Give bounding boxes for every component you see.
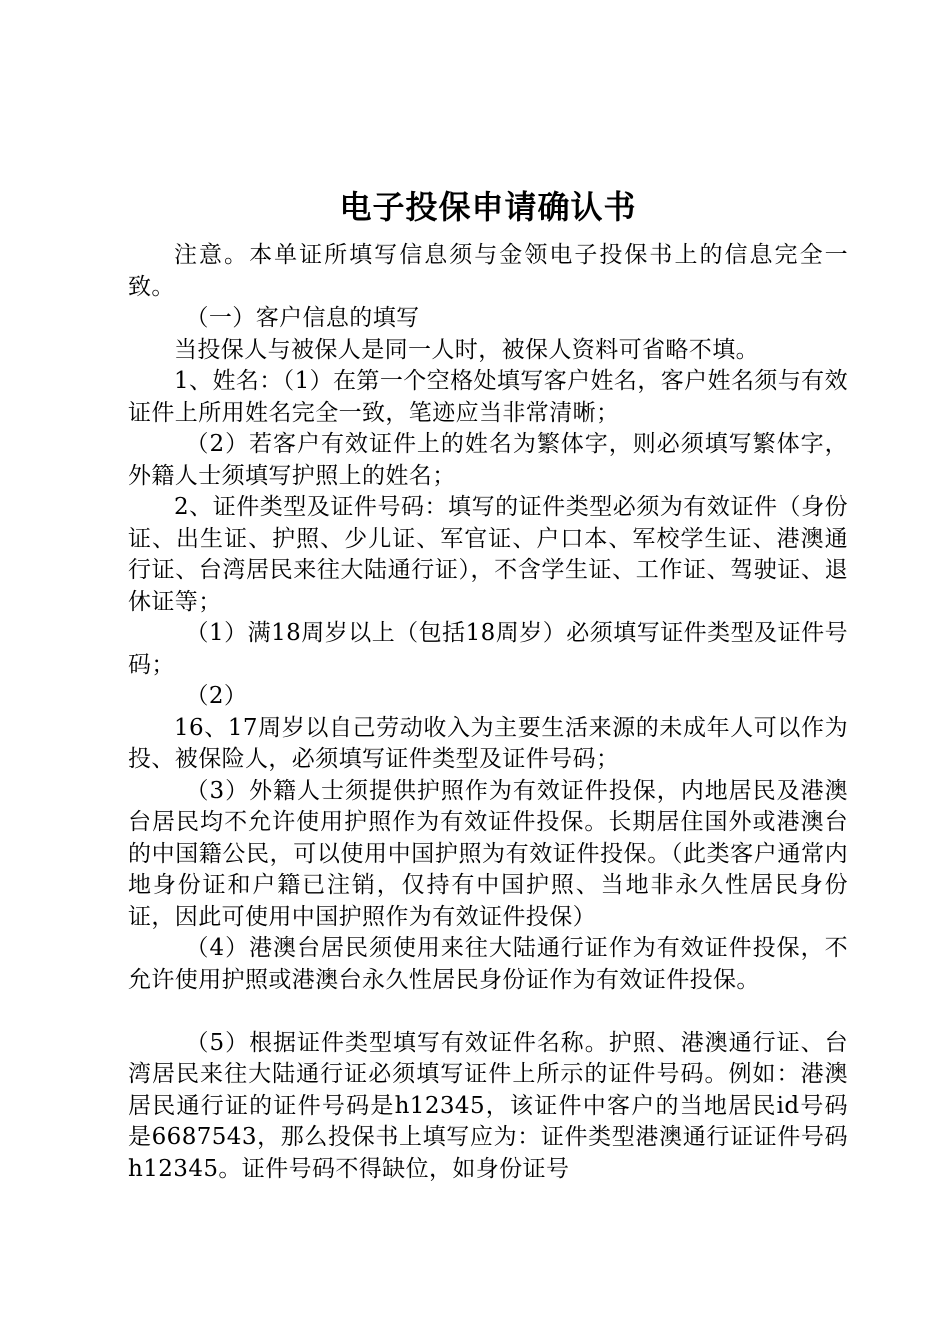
document-body [128,240,848,1185]
paragraph: （2）若客户有效证件上的姓名为繁体字，则必须填写繁体字，外籍人士须填写护照上的姓名； [128,431,848,489]
paragraph-name-rule: 1、姓名：（1）在第一个空格处填写客户姓名，客户姓名须与有效证件上所用姓名完全一致，笔迹应当非常清晰； [128,368,848,426]
document-title: 电子投保申请确认书 [339,188,637,226]
paragraph-id-type-rule: 2、证件类型及证件号码：填写的证件类型必须为有效证件（身份证、出生证、护照、少儿证、军官证、户口本、军校学生证、港澳通行证、台湾居民来往大陆通行证），不含学生证、工作证、驾驶证、退休证等； [128,494,848,615]
paragraph: 当投保人与被保人是同一人时，被保人资料可省略不填。 [174,336,759,363]
paragraph: （1）满18周岁以上（包括18周岁）必须填写证件类型及证件号码； [128,620,848,678]
blank-line [128,996,848,1028]
notice-paragraph: 注意。本单证所填写信息须与金领电子投保书上的信息完全一致。 [128,242,848,300]
document-page [128,183,848,1185]
paragraph: （3）外籍人士须提供护照作为有效证件投保，内地居民及港澳台居民均不允许使用护照作为有效证件投保。长期居住国外或港澳台的中国籍公民，可以使用中国护照为有效证件投保。（此类客户通常内地身份证和户籍已注销，仅持有中国护照、当地非永久性居民身份证，因此可使用中国护照作为有效证件投保） [128,777,848,930]
section-heading-customer-info: （一）客户信息的填写 [185,305,420,331]
paragraph: （2） [185,683,248,709]
paragraph: （5）根据证件类型填写有效证件名称。护照、港澳通行证、台湾居民来往大陆通行证必须填写证件上所示的证件号码。例如：港澳居民通行证的证件号码是h12345，该证件中客户的当地居民id号码是6687543，那么投保书上填写应为：证件类型港澳通行证证件号码h12345。证件号码不得缺位，如身份证号 [128,1029,848,1182]
paragraph: （4）港澳台居民须使用来往大陆通行证作为有效证件投保，不允许使用护照或港澳台永久性居民身份证作为有效证件投保。 [128,935,848,993]
paragraph: 16、17周岁以自己劳动收入为主要生活来源的未成年人可以作为投、被保险人，必须填写证件类型及证件号码； [128,714,848,772]
